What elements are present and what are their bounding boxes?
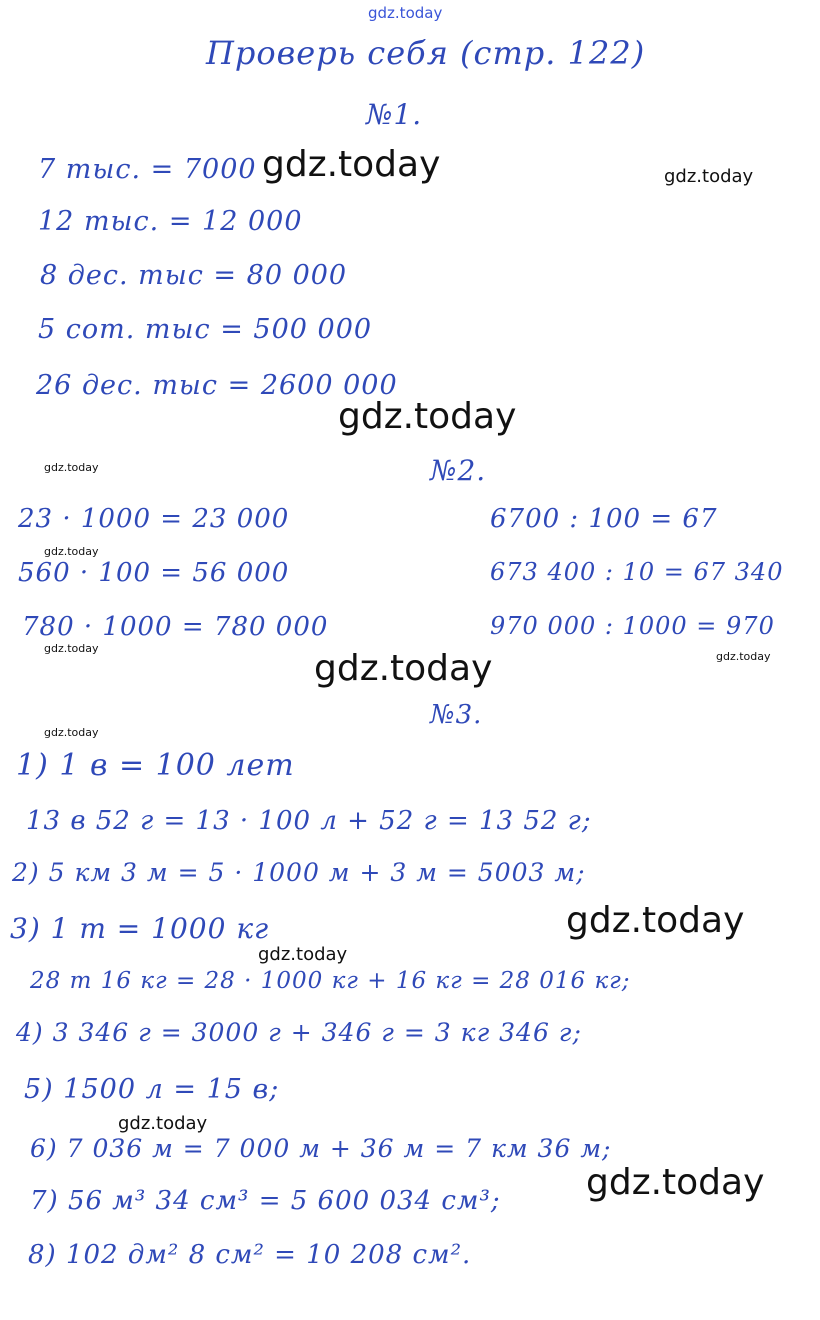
- watermark: gdz.today: [368, 4, 443, 22]
- equation-line: 2) 5 км 3 м = 5 · 1000 м + 3 м = 5003 м;: [12, 858, 586, 887]
- watermark: gdz.today: [44, 545, 99, 558]
- watermark: gdz.today: [314, 648, 493, 689]
- equation-line: 6) 7 036 м = 7 000 м + 36 м = 7 км 36 м;: [30, 1134, 612, 1163]
- watermark: gdz.today: [118, 1113, 208, 1134]
- watermark: gdz.today: [338, 396, 517, 437]
- equation-line: 3) 1 т = 1000 кг: [10, 912, 270, 945]
- equation-line: 8) 102 дм² 8 см² = 10 208 см².: [28, 1240, 472, 1270]
- equation-line: 5) 1500 л = 15 в;: [24, 1074, 280, 1105]
- watermark: gdz.today: [44, 642, 99, 655]
- equation-line: 970 000 : 1000 = 970: [490, 612, 775, 640]
- equation-line: 5 сот. тыс = 500 000: [38, 314, 373, 345]
- watermark: gdz.today: [44, 726, 99, 739]
- equation-line: 560 · 100 = 56 000: [18, 558, 290, 588]
- watermark: gdz.today: [44, 461, 99, 474]
- equation-line: 1) 1 в = 100 лет: [16, 748, 295, 783]
- equation-line: 7) 56 м³ 34 см³ = 5 600 034 см³;: [30, 1186, 501, 1216]
- watermark: gdz.today: [716, 650, 771, 663]
- equation-line: 26 дес. тыс = 2600 000: [36, 370, 398, 401]
- section-number: №3.: [430, 700, 483, 730]
- equation-line: 28 т 16 кг = 28 · 1000 кг + 16 кг = 28 016 кг;: [30, 968, 631, 994]
- watermark: gdz.today: [258, 944, 348, 965]
- equation-line: 4) 3 346 г = 3000 г + 346 г = 3 кг 346 г;: [16, 1018, 582, 1047]
- watermark: gdz.today: [262, 144, 441, 185]
- equation-line: 7 тыс. = 7000: [38, 154, 257, 185]
- equation-line: 673 400 : 10 = 67 340: [490, 558, 784, 586]
- equation-line: 13 в 52 г = 13 · 100 л + 52 г = 13 52 г;: [26, 806, 592, 836]
- section-number: №1.: [366, 98, 423, 131]
- watermark: gdz.today: [586, 1162, 765, 1203]
- equation-line: 8 дес. тыс = 80 000: [40, 260, 348, 291]
- section-number: №2.: [430, 454, 487, 487]
- equation-line: 6700 : 100 = 67: [490, 504, 718, 534]
- equation-line: 780 · 1000 = 780 000: [22, 612, 329, 642]
- page-title: Проверь себя (стр. 122): [206, 34, 646, 72]
- watermark: gdz.today: [664, 166, 754, 187]
- equation-line: 12 тыс. = 12 000: [38, 206, 303, 237]
- watermark: gdz.today: [566, 900, 745, 941]
- equation-line: 23 · 1000 = 23 000: [18, 504, 290, 534]
